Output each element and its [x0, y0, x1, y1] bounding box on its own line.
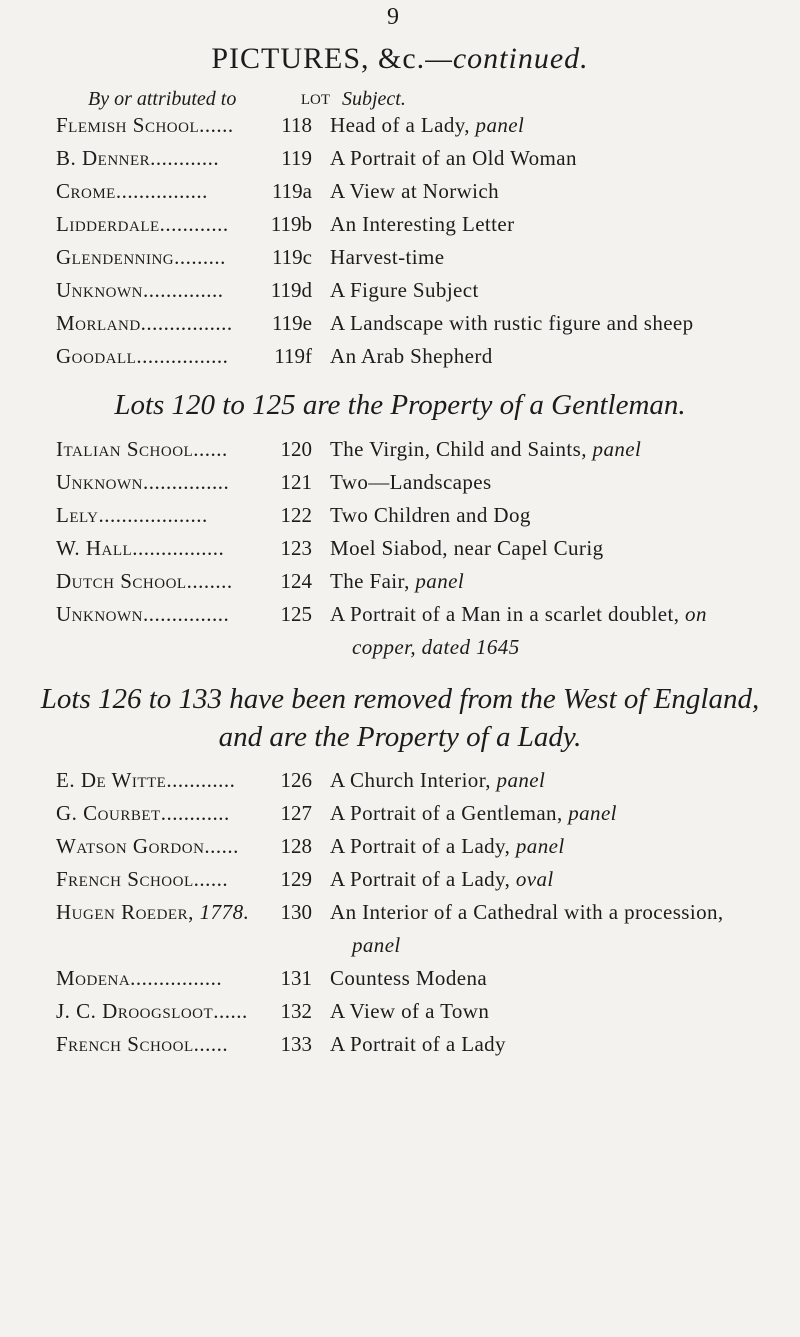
subject-text: A View of a Town	[330, 999, 490, 1023]
running-head-suffix: —continued.	[425, 42, 589, 75]
subject-continuation: panel	[352, 933, 401, 957]
column-head-subject: Subject.	[342, 88, 406, 110]
subject-text: The Virgin, Child and Saints,	[330, 437, 587, 461]
page-number: 9	[387, 4, 399, 30]
lot-number: 128	[280, 834, 312, 858]
lot-row	[0, 801, 800, 834]
lot-number: 124	[280, 569, 312, 593]
artist-text: J. C. Droogsloot	[56, 999, 214, 1023]
artist-text: E. De Witte	[56, 768, 167, 792]
lot-subject	[330, 999, 489, 1024]
subject-text: Head of a Lady,	[330, 113, 470, 137]
lot-number: 119d	[270, 278, 312, 302]
lot-subject	[330, 602, 707, 627]
lot-row	[0, 834, 800, 867]
subject-text: A Portrait of a Lady,	[330, 834, 511, 858]
lot-subject	[330, 569, 464, 594]
lot-number: 121	[280, 470, 312, 494]
subject-note: panel	[586, 437, 642, 461]
leader-dots: ......	[193, 1032, 229, 1056]
lot-subject	[330, 867, 554, 892]
leader-dots: ........	[186, 569, 233, 593]
artist-text: Lidderdale	[56, 212, 160, 236]
section-heading-lady-line2: and are the Property of a Lady.	[218, 721, 582, 753]
lot-subject	[330, 437, 641, 462]
leader-dots: ......	[199, 113, 234, 137]
lot-subject	[330, 801, 617, 826]
lot-number: 119e	[271, 311, 312, 335]
lot-subject	[330, 179, 499, 204]
leader-dots: ...............	[143, 470, 230, 494]
leader-dots: ................	[115, 179, 208, 203]
lot-row	[0, 503, 800, 536]
subject-text: Countess Modena	[330, 966, 488, 990]
column-head-lot: LOT	[300, 92, 330, 108]
artist-text: French School	[56, 1032, 194, 1056]
lot-row	[0, 602, 800, 635]
artist-text: Unknown	[56, 278, 143, 302]
lot-row	[0, 1032, 800, 1065]
lot-subject	[330, 146, 577, 171]
lot-subject	[330, 311, 694, 336]
leader-dots: ......	[193, 437, 228, 461]
lot-number: 129	[280, 867, 312, 891]
column-head-artist: By or attributed to	[88, 88, 237, 110]
lot-row	[0, 768, 800, 801]
lot-row	[0, 966, 800, 999]
lot-subject	[330, 834, 565, 859]
artist-text: Morland	[56, 311, 141, 335]
artist-text: Lely	[56, 503, 99, 527]
lot-row	[0, 245, 800, 278]
subject-text: An Arab Shepherd	[330, 344, 493, 368]
lot-number: 127	[280, 801, 312, 825]
lot-number: 119f	[274, 344, 312, 368]
lot-number: 119	[281, 146, 312, 170]
subject-text: A Portrait of an Old Woman	[330, 146, 577, 170]
lot-number: 122	[280, 503, 312, 527]
lot-row	[0, 212, 800, 245]
artist-text: Glendenning	[56, 245, 175, 269]
lot-number: 118	[281, 113, 312, 137]
lot-subject	[330, 278, 479, 303]
artist-text: B. Denner	[56, 146, 151, 170]
lot-subject	[330, 768, 545, 793]
lot-subject	[330, 344, 493, 369]
leader-dots: ......	[213, 999, 248, 1023]
lot-number: 125	[280, 602, 312, 626]
lot-subject	[330, 212, 515, 237]
artist-text: Unknown	[56, 602, 143, 626]
lot-number: 120	[280, 437, 312, 461]
artist-text: Unknown	[56, 470, 143, 494]
lot-row	[0, 344, 800, 377]
lot-row-continuation	[0, 933, 800, 966]
subject-note: panel	[469, 113, 525, 137]
leader-dots: ................	[136, 344, 229, 368]
lot-row	[0, 569, 800, 602]
lot-number: 119c	[271, 245, 312, 269]
lot-row	[0, 278, 800, 311]
subject-text: A Portrait of a Man in a scarlet doublet,	[330, 602, 680, 626]
lot-row	[0, 867, 800, 900]
lot-row	[0, 146, 800, 179]
subject-text: The Fair,	[330, 569, 410, 593]
lot-row	[0, 536, 800, 569]
lot-number: 119b	[270, 212, 312, 236]
subject-note: oval	[510, 867, 554, 891]
artist-text: Italian School	[56, 437, 194, 461]
leader-dots: ............	[160, 801, 230, 825]
running-head-title: PICTURES, &c.	[211, 42, 426, 75]
lots-section-1	[0, 113, 800, 377]
artist-text: Flemish School	[56, 113, 200, 137]
lot-number: 132	[280, 999, 312, 1023]
subject-text: Two Children and Dog	[330, 503, 531, 527]
lot-subject	[330, 900, 724, 925]
artist-text: W. Hall	[56, 536, 133, 560]
subject-text: A Portrait of a Lady,	[330, 867, 511, 891]
lot-row	[0, 470, 800, 503]
lot-row	[0, 900, 800, 933]
leader-dots: .........	[174, 245, 226, 269]
subject-continuation: copper, dated 1645	[352, 635, 520, 659]
lot-subject	[330, 966, 487, 991]
lot-subject	[330, 470, 492, 495]
artist-year: 1778.	[199, 900, 250, 924]
lot-number: 131	[280, 966, 312, 990]
subject-note: panel	[409, 569, 465, 593]
subject-note: panel	[510, 834, 565, 858]
subject-note: panel	[490, 768, 546, 792]
lot-number: 133	[280, 1032, 312, 1056]
subject-text: A Landscape with rustic figure and sheep	[330, 311, 694, 335]
lot-number: 126	[280, 768, 312, 792]
leader-dots: ............	[150, 146, 220, 170]
lot-number: 119a	[271, 179, 312, 203]
leader-dots: ............	[166, 768, 236, 792]
lot-row	[0, 113, 800, 146]
subject-text: A Church Interior,	[330, 768, 491, 792]
subject-text: A Portrait of a Lady	[330, 1032, 506, 1056]
lot-subject	[330, 503, 531, 528]
leader-dots: ..............	[143, 278, 224, 302]
subject-text: A Figure Subject	[330, 278, 479, 302]
subject-text: A Portrait of a Gentleman,	[330, 801, 563, 825]
subject-note: on	[679, 602, 707, 626]
section-heading-gentleman: Lots 120 to 125 are the Property of a Gentleman.	[114, 389, 686, 421]
lot-row-continuation	[0, 635, 800, 668]
subject-text: Harvest-time	[330, 245, 445, 269]
artist-text: G. Courbet	[56, 801, 161, 825]
leader-dots: ................	[132, 536, 225, 560]
artist-text: Watson Gordon	[56, 834, 205, 858]
lot-row	[0, 437, 800, 470]
lot-row	[0, 311, 800, 344]
leader-dots: ................	[130, 966, 223, 990]
running-head	[0, 42, 800, 76]
section-heading-lady-line1: Lots 126 to 133 have been removed from the West of England,	[40, 683, 760, 715]
lot-number: 123	[280, 536, 312, 560]
leader-dots: ...............	[143, 602, 230, 626]
artist-text: Dutch School	[56, 569, 187, 593]
artist-text: Crome	[56, 179, 116, 203]
subject-text: Two—Landscapes	[330, 470, 492, 494]
lot-subject	[330, 1032, 506, 1057]
lot-row	[0, 179, 800, 212]
leader-dots: ......	[193, 867, 229, 891]
lot-number: 130	[280, 900, 312, 924]
lots-section-3	[0, 768, 800, 1065]
leader-dots: ................	[140, 311, 233, 335]
subject-text: An Interesting Letter	[330, 212, 515, 236]
leader-dots: ......	[204, 834, 239, 858]
lot-subject	[330, 113, 524, 138]
lot-subject	[330, 536, 603, 561]
artist-text: Modena	[56, 966, 131, 990]
lot-subject	[330, 245, 444, 270]
subject-note: panel	[562, 801, 617, 825]
subject-text: Moel Siabod, near Capel Curig	[330, 536, 604, 560]
leader-dots: ...................	[98, 503, 208, 527]
artist-text: Goodall	[56, 344, 137, 368]
leader-dots: ............	[159, 212, 229, 236]
lots-section-2	[0, 437, 800, 668]
artist-text: Hugen Roeder,	[56, 900, 200, 924]
subject-text: An Interior of a Cathedral with a procession,	[330, 900, 724, 924]
artist-text: French School	[56, 867, 194, 891]
subject-text: A View at Norwich	[330, 179, 500, 203]
lot-row	[0, 999, 800, 1032]
